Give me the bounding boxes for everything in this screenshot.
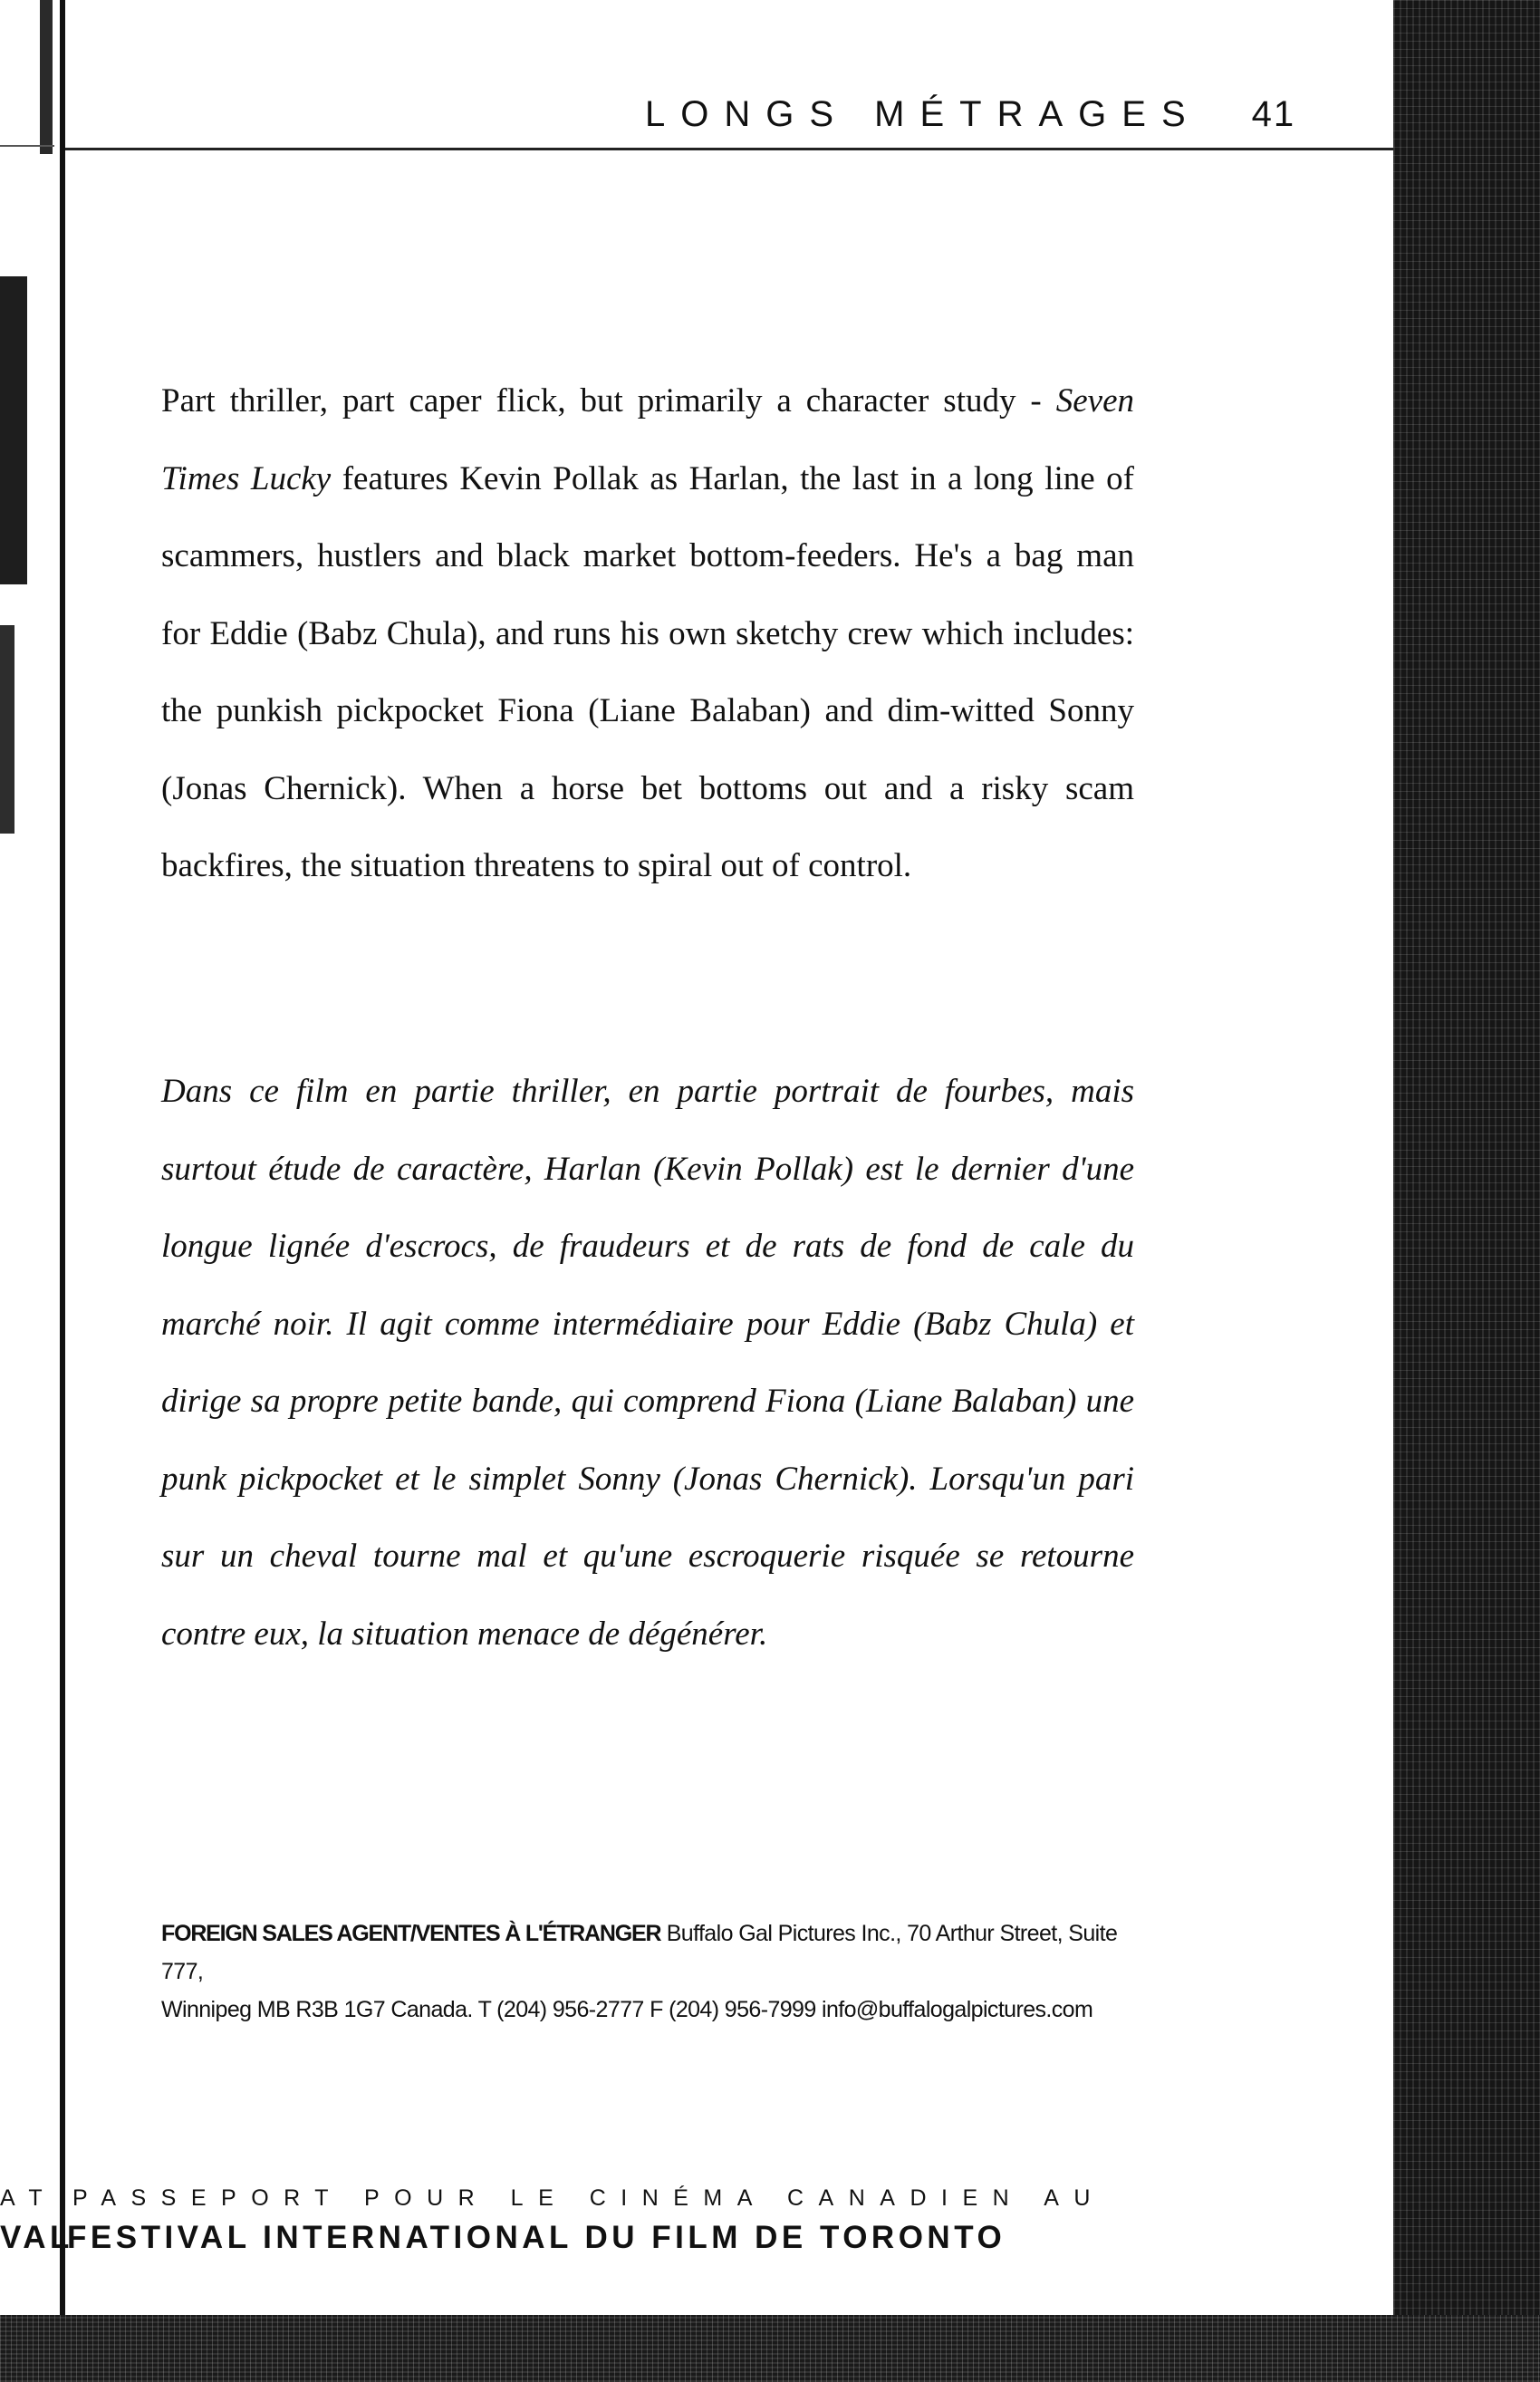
header-rule bbox=[65, 148, 1393, 150]
film-title: Seven Times Lucky bbox=[161, 382, 1134, 497]
sales-agent-label: FOREIGN SALES AGENT/VENTES À L'ÉTRANGER bbox=[161, 1921, 661, 1946]
scan-edge-bottom bbox=[0, 2315, 1540, 2382]
sales-agent-info bbox=[161, 1914, 1158, 2029]
synopsis-english bbox=[161, 362, 1134, 905]
running-header bbox=[645, 87, 1333, 141]
facing-page-footer-fragment: AT bbox=[0, 2185, 58, 2211]
sales-agent-address: Buffalo Gal Pictures Inc., 70 Arthur Street, Suite 777, bbox=[161, 1921, 1118, 1984]
sales-agent-line-1 bbox=[161, 1914, 1158, 1991]
synopsis-english-lead: Part thriller, part caper flick, but primarily a character study - bbox=[161, 382, 1056, 420]
facing-page-mark bbox=[0, 625, 14, 834]
sales-agent-line-2: Winnipeg MB R3B 1G7 Canada. T (204) 956-2777 F (204) 956-7999 info@buffalogalpictures.com bbox=[161, 1997, 1093, 2022]
scan-edge-right bbox=[1393, 0, 1540, 2382]
scan-edge-left-strip bbox=[40, 0, 53, 154]
footer-festival-text: FESTIVAL INTERNATIONAL DU FILM DE TORONTO bbox=[67, 2220, 1006, 2255]
facing-page-rule bbox=[0, 145, 54, 147]
footer-passport-text: PASSEPORT POUR LE CINÉMA CANADIEN AU bbox=[72, 2185, 1105, 2211]
footer-line-2 bbox=[0, 2220, 1006, 2260]
facing-page-footer-fragment-2: VAL bbox=[0, 2220, 73, 2255]
facing-page-image-fragment bbox=[0, 276, 27, 584]
page-number: 41 bbox=[1251, 93, 1296, 134]
section-title: LONGS MÉTRAGES bbox=[645, 93, 1201, 134]
synopsis-french: Dans ce film en partie thriller, en partie portrait de fourbes, mais surtout étude de caractère, Harlan (Kevin Pollak) est le dernier d'une longue lignée d'escrocs, de fraudeurs et de rats de fond de cale du marché noir. Il agit comme intermédiaire pour Eddie (Babz Chula) et dirige sa propre petite bande, qui comprend Fiona (Liane Balaban) une punk pickpocket et le simplet Sonny (Jonas Chernick). Lorsqu'un pari sur un cheval tourne mal et qu'une escroquerie risquée se retourne contre eux, la situation menace de dégénérer. bbox=[161, 1073, 1134, 1653]
binding-rule bbox=[60, 0, 65, 2315]
synopsis-english-body: features Kevin Pollak as Harlan, the last in a long line of scammers, hustlers and black market bottom-feeders. He's a bag man for Eddie (Babz Chula), and runs his own sketchy crew which includes: the punkish pickpocket Fiona (Liane Balaban) and dim-witted Sonny (Jonas Chernick). When a horse bet bottoms out and a risky scam backfires, the situation threatens to spiral out of control. bbox=[161, 459, 1134, 884]
